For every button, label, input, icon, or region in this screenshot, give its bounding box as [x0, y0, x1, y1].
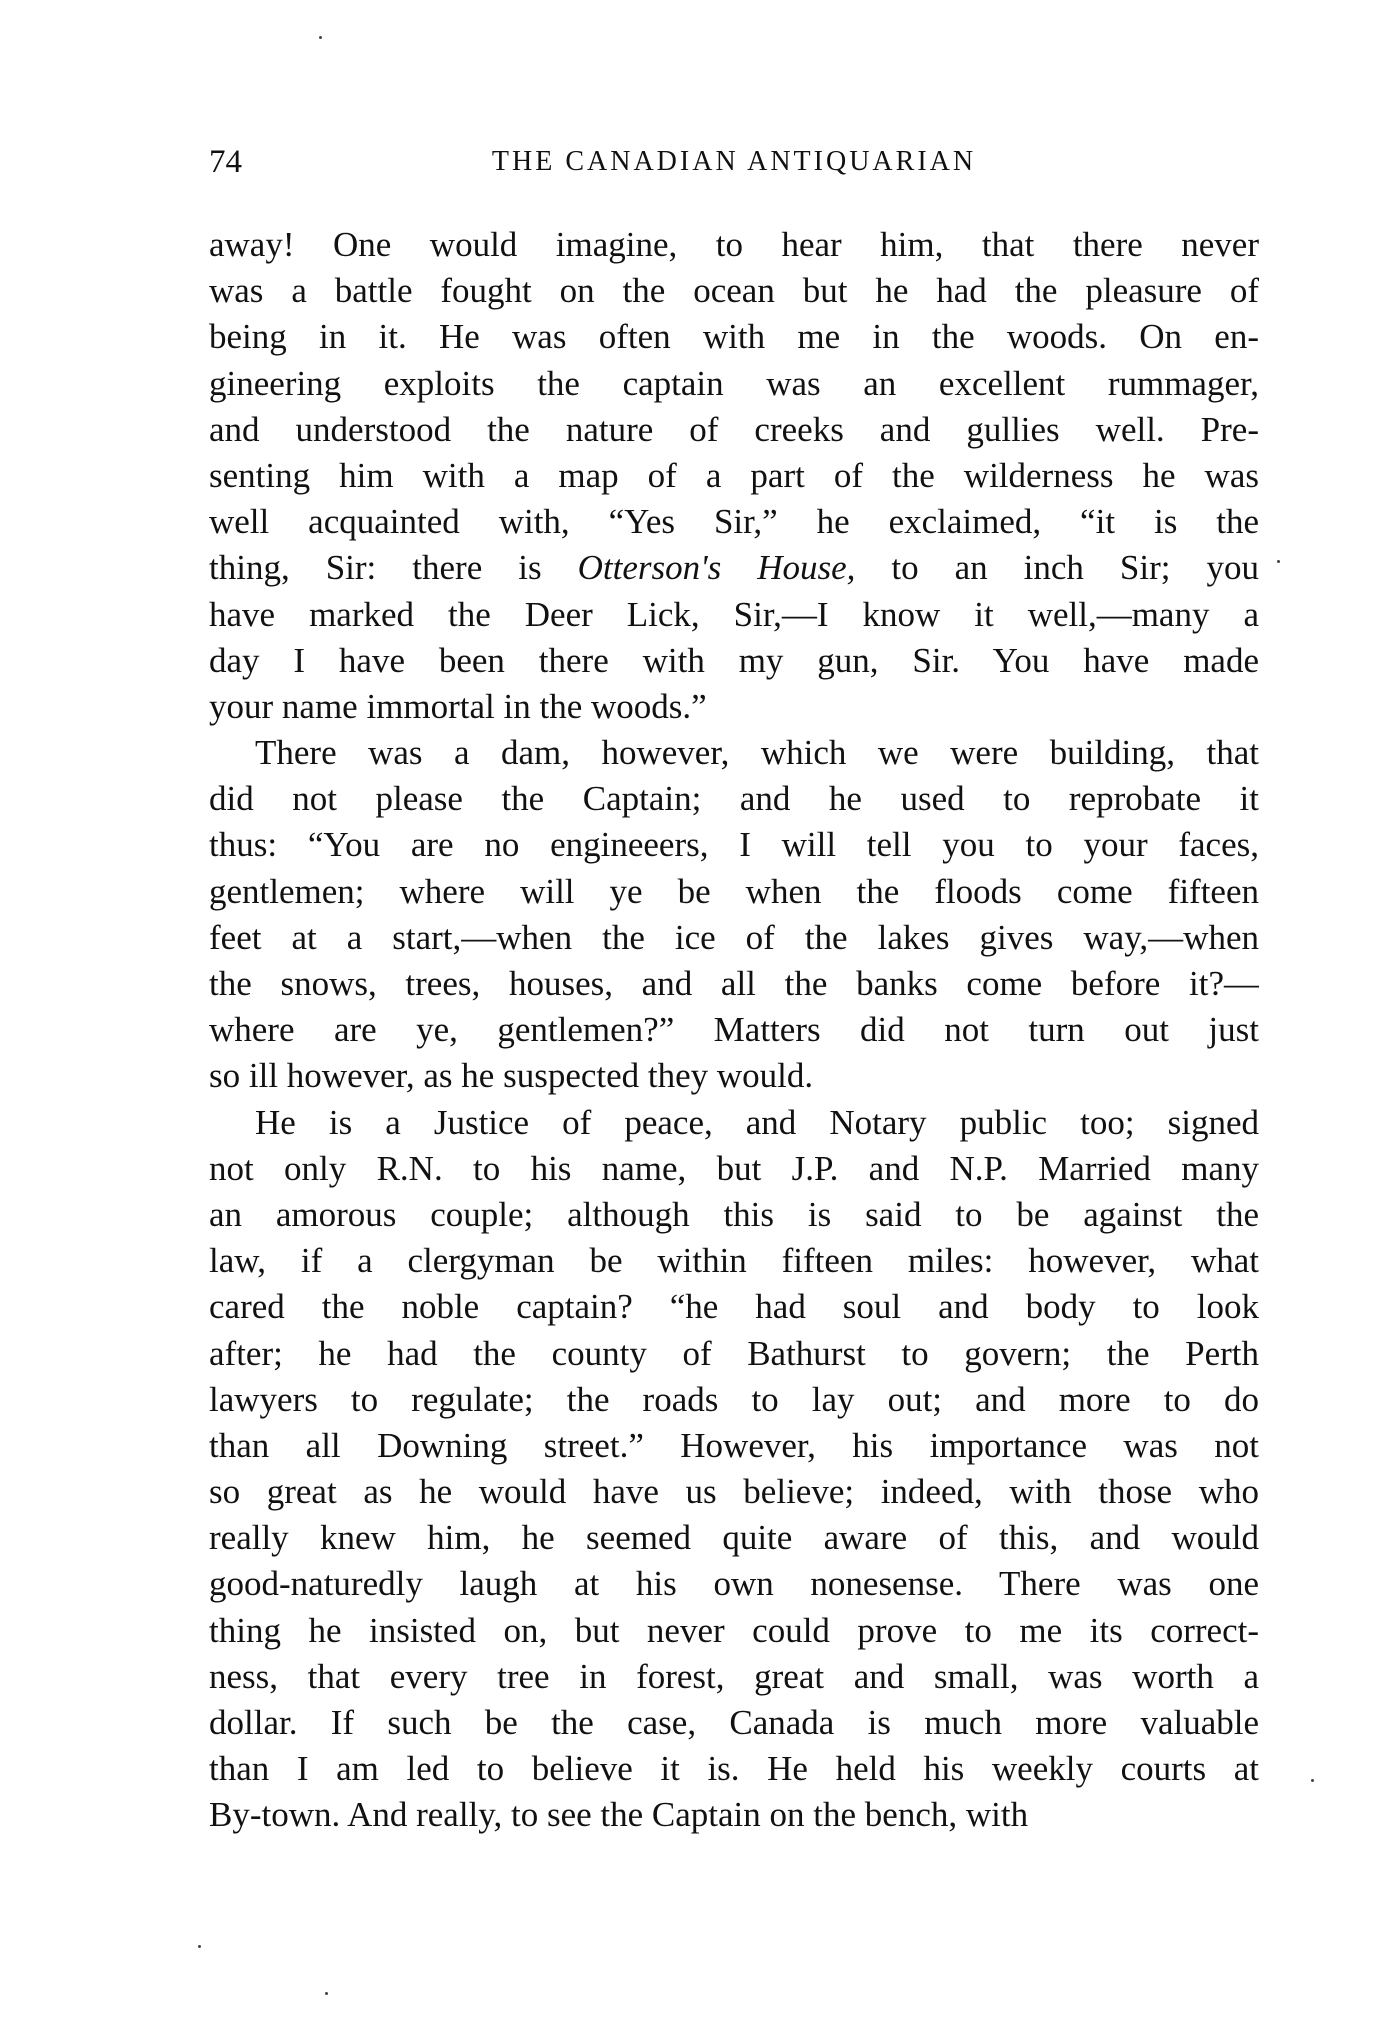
- scan-speck: [1277, 560, 1280, 563]
- text-line: so great as he would have us believe; indeed, with those who: [209, 1472, 1259, 1512]
- text-line: good-naturedly laugh at his own nonesense. There was one: [209, 1564, 1259, 1604]
- paragraph: [209, 1100, 1259, 1839]
- text-line: did not please the Captain; and he used to reprobate it: [209, 779, 1259, 819]
- text-line: and understood the nature of creeks and gullies well. Pre-: [209, 409, 1259, 449]
- text-line: There was a dam, however, which we were building, that: [255, 733, 1259, 773]
- text-run: to an inch Sir; you: [855, 548, 1259, 588]
- text-line: than all Downing street.” However, his importance was not: [209, 1425, 1259, 1465]
- running-head: [209, 140, 1259, 184]
- text-line: thing he insisted on, but never could prove to me its correct-: [209, 1610, 1259, 1650]
- scan-speck: [198, 1945, 201, 1948]
- paragraph: [209, 222, 1259, 730]
- scan-speck: [1311, 1779, 1314, 1782]
- text-line: day I have been there with my gun, Sir. You have made: [209, 640, 1259, 680]
- scan-speck: [319, 36, 322, 39]
- text-line: away! One would imagine, to hear him, that there never: [209, 225, 1259, 264]
- text-line: was a battle fought on the ocean but he had the pleasure of: [209, 271, 1259, 311]
- text-line: the snows, trees, houses, and all the banks come before it?—: [209, 964, 1259, 1003]
- text-run: thing, Sir: there is: [209, 548, 578, 588]
- text-line: senting him with a map of a part of the wilderness he was: [209, 455, 1259, 495]
- text-line: cared the noble captain? “he had soul and body to look: [209, 1287, 1259, 1327]
- text-line: thus: “You are no engineeers, I will tell you to your faces,: [209, 825, 1259, 865]
- text-line: law, if a clergyman be within fifteen miles: however, what: [209, 1241, 1259, 1281]
- text-line: so ill however, as he suspected they would.: [209, 1056, 814, 1096]
- text-line: being in it. He was often with me in the woods. On en-: [209, 317, 1259, 357]
- text-line: have marked the Deer Lick, Sir,—I know it well,—many a: [209, 594, 1259, 634]
- text-line: an amorous couple; although this is said to be against the: [209, 1194, 1259, 1234]
- text-line: ness, that every tree in forest, great and small, was worth a: [209, 1656, 1259, 1696]
- body-text: [209, 222, 1259, 1839]
- text-line: than I am led to believe it is. He held his weekly courts at: [209, 1749, 1259, 1789]
- running-title: THE CANADIAN ANTIQUARIAN: [491, 146, 977, 177]
- paragraph: [209, 730, 1259, 1100]
- text-line: really knew him, he seemed quite aware of this, and would: [209, 1518, 1259, 1558]
- italic-place-name: Otterson's House,: [577, 548, 856, 588]
- text-line: feet at a start,—when the ice of the lakes gives way,—when: [209, 917, 1259, 957]
- text-line: gineering exploits the captain was an excellent rummager,: [209, 363, 1259, 403]
- text-line: By-town. And really, to see the Captain on the bench, with: [209, 1795, 1029, 1835]
- text-line: where are ye, gentlemen?” Matters did not turn out just: [209, 1010, 1259, 1050]
- text-line: dollar. If such be the case, Canada is much more valuable: [209, 1703, 1259, 1742]
- text-line: He is a Justice of peace, and Notary public too; signed: [255, 1102, 1259, 1142]
- text-line: not only R.N. to his name, but J.P. and N.P. Married many: [209, 1148, 1259, 1188]
- text-line: after; he had the county of Bathurst to govern; the Perth: [209, 1333, 1259, 1373]
- text-line: [209, 545, 1259, 591]
- text-line: lawyers to regulate; the roads to lay out; and more to do: [209, 1379, 1259, 1419]
- text-line: gentlemen; where will ye be when the floods come fifteen: [209, 871, 1259, 911]
- scan-speck: [325, 1992, 328, 1995]
- text-line: your name immortal in the woods.”: [209, 686, 707, 726]
- page-number: 74: [209, 144, 242, 180]
- text-line: well acquainted with, “Yes Sir,” he exclaimed, “it is the: [209, 502, 1259, 542]
